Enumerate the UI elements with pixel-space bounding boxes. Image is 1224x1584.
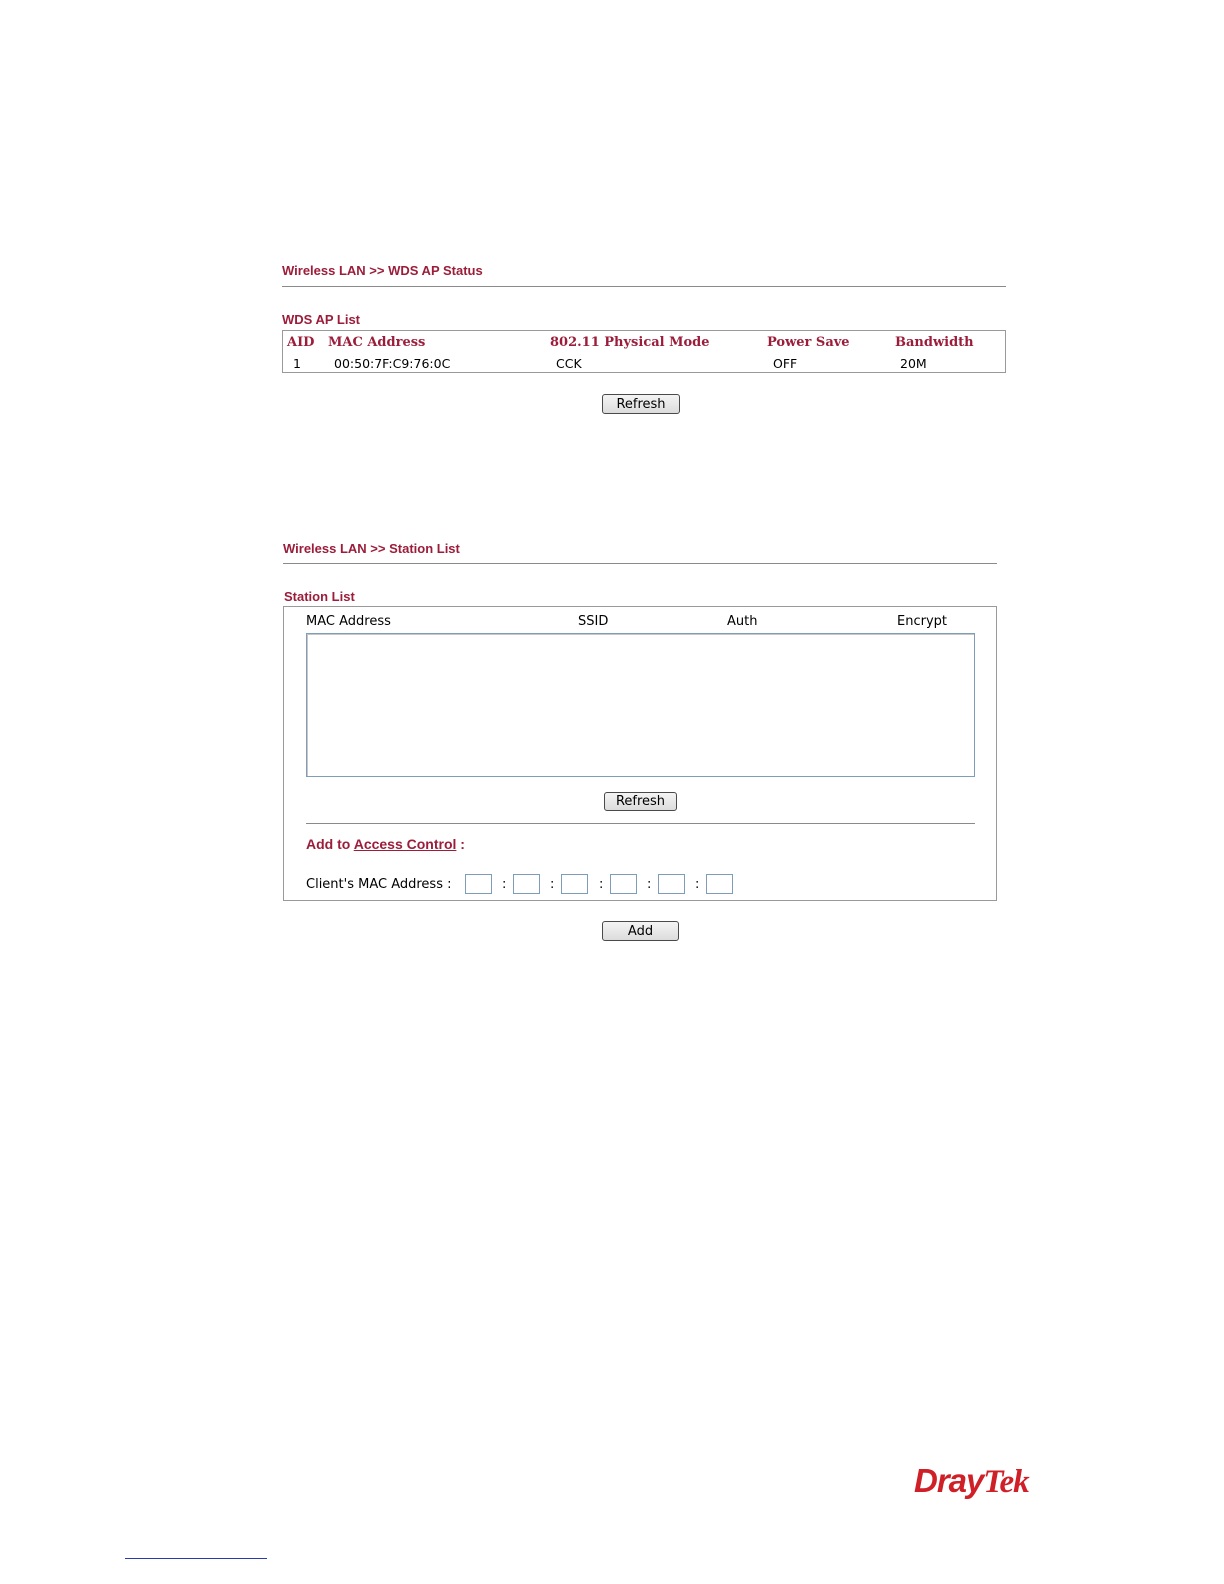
station-list-panel bbox=[283, 606, 997, 901]
logo-dray: Dray bbox=[914, 1462, 984, 1499]
station-header-encrypt: Encrypt bbox=[897, 614, 947, 629]
station-list-title: Station List bbox=[284, 589, 355, 604]
wds-ap-list-title: WDS AP List bbox=[282, 312, 361, 327]
wds-header-mode: 802.11 Physical Mode bbox=[550, 335, 710, 350]
mac-separator: : bbox=[550, 877, 555, 892]
station-title-divider bbox=[283, 563, 997, 564]
footer-divider bbox=[125, 1558, 267, 1559]
wds-row-bandwidth: 20M bbox=[900, 356, 927, 371]
mac-separator: : bbox=[502, 877, 507, 892]
wds-header-aid: AID bbox=[287, 335, 315, 350]
wds-page-title: Wireless LAN >> WDS AP Status bbox=[282, 263, 483, 278]
wds-header-power-save: Power Save bbox=[767, 335, 850, 350]
mac-octet-6-input[interactable] bbox=[706, 874, 733, 894]
client-mac-label: Client's MAC Address : bbox=[306, 877, 452, 892]
mac-octet-1-input[interactable] bbox=[465, 874, 492, 894]
add-to-access-control-label bbox=[306, 836, 465, 852]
station-refresh-button[interactable]: Refresh bbox=[604, 792, 677, 811]
station-page-title: Wireless LAN >> Station List bbox=[283, 541, 460, 556]
mac-separator: : bbox=[647, 877, 652, 892]
mac-separator: : bbox=[599, 877, 604, 892]
station-inner-divider bbox=[306, 823, 975, 824]
wds-row-aid: 1 bbox=[293, 356, 301, 371]
mac-octet-3-input[interactable] bbox=[561, 874, 588, 894]
wds-header-mac: MAC Address bbox=[328, 335, 426, 350]
add-button[interactable]: Add bbox=[602, 921, 679, 941]
wds-header-bandwidth: Bandwidth bbox=[895, 335, 974, 350]
wds-refresh-button[interactable]: Refresh bbox=[602, 394, 680, 414]
station-header-mac: MAC Address bbox=[306, 614, 391, 629]
station-list-textarea[interactable] bbox=[306, 633, 975, 777]
logo-tek: Tek bbox=[983, 1464, 1029, 1500]
station-header-ssid: SSID bbox=[578, 614, 609, 629]
wds-row-mode: CCK bbox=[556, 356, 582, 371]
mac-octet-5-input[interactable] bbox=[658, 874, 685, 894]
wds-row-power-save: OFF bbox=[773, 356, 798, 371]
draytek-logo bbox=[914, 1462, 1029, 1501]
add-to-prefix: Add to bbox=[306, 836, 351, 852]
mac-octet-2-input[interactable] bbox=[513, 874, 540, 894]
wds-title-divider bbox=[282, 286, 1006, 287]
wds-row-mac: 00:50:7F:C9:76:0C bbox=[334, 356, 451, 371]
wds-ap-list-table bbox=[282, 330, 1006, 373]
station-header-auth: Auth bbox=[727, 614, 758, 629]
access-control-link[interactable]: Access Control bbox=[353, 836, 457, 852]
mac-octet-4-input[interactable] bbox=[610, 874, 637, 894]
add-to-suffix: : bbox=[456, 836, 465, 852]
mac-separator: : bbox=[695, 877, 700, 892]
